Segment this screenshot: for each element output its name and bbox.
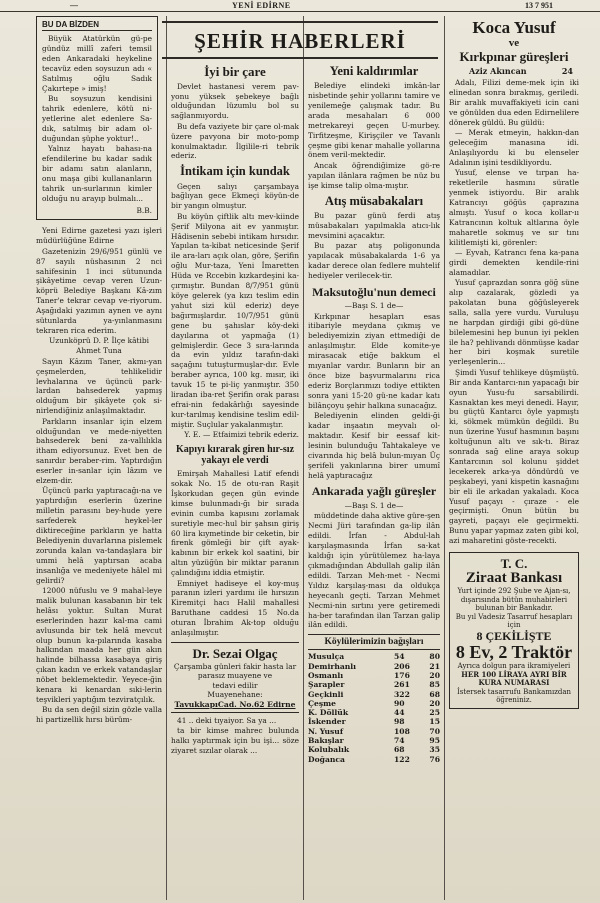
donation-village: Osmanlı: [308, 670, 344, 680]
donation-kurus: 35: [429, 745, 440, 755]
column-rule: [303, 16, 304, 900]
paragraph: Şimdi Yusuf tehlikeye düşmüştü. Bir anda Kantarcı-nın yapacağı bir oyun Yusu-fu sarsabilirdi. Kasnaktan kes meyi denedi. Hayır, bu güçtü Kantarcı öyle yapmıştı ki, sökmek mümkün değildi. Bu nun üzerine Yusuf hasmının başını koltuğunun altı ve sık-tı. Biraz sonrada sağ eline araya sokup Kantarcının sol kolunu şiddet lecekerek arka-ya döndürdü ve peşkabeyi, yani kispetin kasnağını bir eli ile arkadan yakaladı. Koca Yusuf paçayı - çıraze - ele geçirmişti. Onun bütün bu gayreti, paçayı ele geçirmekti. Bunu yapar yapmaz zaten gibi kol, azi maharetini göste-recekti.: [449, 367, 579, 546]
donation-lira: 98: [394, 717, 405, 727]
bank-draws: 8 ÇEKİLİŞTE: [476, 629, 552, 644]
column-4: [449, 18, 579, 900]
masthead-date: 13 7 951: [525, 1, 553, 10]
masthead-paper-name: YENİ EDİRNE: [232, 1, 291, 10]
article-koca-yusuf: [449, 78, 579, 546]
donation-village: Kolubalık: [308, 745, 350, 755]
donation-village: Demirhanlı: [308, 661, 357, 671]
paragraph: Belediye elindeki imkân-lar nisbetinde şehir yollarını tamire ve yenilemeğe çalışmak tadır. Bu arada mesahaları 6 000 metrekareyi geçen U-murbey. Tirfitzeşme, Kirişçiler ve Tavanlı çeşme gibi kenar mahalle yollarına önem veril-mektedir.: [308, 81, 440, 160]
donation-village: Şarapler: [308, 680, 345, 690]
letter-body: [36, 226, 162, 725]
donation-village: İskender: [308, 717, 346, 727]
doctor-advertisement: [171, 642, 299, 713]
bank-text: Ayrıca dolgun para ikramiyeleri: [457, 662, 571, 671]
donation-row: [308, 652, 440, 661]
donation-row: [308, 680, 440, 689]
paragraph: —Başı S. 1 de—: [344, 501, 404, 511]
donation-lira: 122: [394, 754, 410, 764]
headline-ankarada: Ankarada yağlı güreşler: [311, 484, 437, 499]
paragraph: Bu defa vaziyete bir çare ol-mak üzere pavyona bir moto-pomp konulmaktadır. İlgilile-ri tebrik ederiz.: [171, 121, 299, 161]
donation-kurus: 20: [429, 698, 440, 708]
author-name: Aziz Akıncan: [469, 66, 527, 76]
donation-village: Doğanca: [308, 754, 345, 764]
donation-village: Bakışlar: [308, 736, 344, 746]
bank-text: İstersek tasarrufu Bankamızdan öğreniniz.: [456, 687, 572, 705]
masthead-mark: —: [70, 1, 78, 10]
donation-lira: 176: [394, 670, 410, 680]
donation-kurus: 95: [429, 736, 440, 746]
donation-village: K. Döllük: [308, 708, 349, 718]
paragraph: Emirşah Mahallesi Latif efendi sokak No. 15 de otu-ran Raşit İşkorkudan geçen gün evinde kimse bulunmadı-ğı bir sırada evinin cumba kapısını zorlamak suretiyle mec-hul bir şahsın giriş 60 lira kıymetinde bir ceketin, bir firenk gömleği bir çift ayak-kabının bir erkek kol saatini, bir altın yüzüğün bir miktar paranın çalındığını iddia etmiştir.: [171, 469, 299, 578]
donation-kurus: 68: [429, 689, 440, 699]
paragraph: — Eyvah, Katrancı fena ka-pana girdi demekten kendile-rini alamadılar.: [449, 247, 579, 277]
donation-amount: [394, 708, 440, 717]
masthead: [0, 0, 600, 12]
paragraph: Büyük Atatürkün gü-pe gündüz millî zaferi temsil eden Ankaradaki heykeline tecavüz eden soysuzun adı « Satılmış oğlu Sadık Çakırtepe » imiş!: [42, 34, 152, 93]
donation-lira: 44: [394, 708, 405, 718]
donation-village: Geçkinli: [308, 689, 344, 699]
headline-intikam: İntikam için kundak: [180, 164, 290, 179]
koca-yusuf-title: Koca Yusuf: [472, 18, 556, 37]
paragraph: Belediyenin elinden geldi-ği kadar inşaatın meyvalı ol-maktadır. Kesif bir eessaf kit-lesinin bulunduğu Tahtakaleye ve civarında hiç belâ bulun-mıyan Üç şerifeli yakınlarına birer umumî helâ yaptıracağız: [308, 411, 440, 480]
donations-list: [308, 652, 440, 764]
donation-amount: [394, 680, 440, 689]
bank-prizes: 8 Ev, 2 Traktör: [455, 642, 573, 663]
donation-row: [308, 708, 440, 717]
koca-yusuf-subtitle: Kırkpınar güreşleri: [459, 49, 569, 64]
donation-lira: 322: [394, 689, 410, 699]
koca-yusuf-title-ve: ve: [508, 37, 520, 49]
doctor-line: Muayenehane:: [207, 690, 263, 700]
article-hirsiz: [171, 469, 299, 638]
donation-amount: [394, 727, 440, 736]
headline-iyi-bir-care: İyi bir çare: [204, 64, 266, 79]
column-1: [36, 16, 162, 900]
paragraph: Adalı, Filizi deme-mek için iki elinedan sonra bırakmış, geriledi. Bir aralık muvaffakiyeti icin cani ve gönülden dua eden Edirnelilere dönerek güldü. Bu güldü:: [449, 78, 579, 127]
installment-number: 24: [561, 66, 573, 76]
section-banner: [162, 21, 438, 59]
article-signature: Y. E. — Etfaimizi tebrik ederiz.: [184, 430, 299, 440]
paragraph: — Merak etmeyin, hakkın-dan geleceğim manasına idi. Anlaşılıyordu ki bu elenseler Adalının işini tesdikliyordu.: [449, 128, 579, 167]
headline-hirsiz: Kapıyı kırarak giren hır-sız yakayı ele verdi: [175, 444, 295, 466]
donation-lira: 206: [394, 661, 410, 671]
paragraph: Bu da sen değil sizin gözle valla hi partizellik hırsı bürüm-: [36, 705, 162, 725]
donation-kurus: 21: [429, 661, 440, 671]
donation-amount: [394, 690, 440, 699]
donation-kurus: 85: [429, 680, 440, 690]
doctor-line: tedavi edilir: [212, 680, 258, 690]
donation-row: [308, 690, 440, 699]
ziraat-bankasi-advertisement: [449, 552, 579, 709]
bu-da-bizden-signature: B.B.: [136, 206, 152, 216]
bank-text: HER 100 LİRAYA AYRI BİR KURA NUMARASI: [461, 669, 567, 688]
article-ankarada: [308, 501, 440, 630]
doctor-address: TavukkapıCad. No.62 Edirne: [174, 699, 296, 709]
article-atis: [308, 211, 440, 281]
bu-da-bizden-body: [42, 34, 152, 203]
donations-title: Köylülerimizin bağışları: [308, 634, 440, 650]
donation-lira: 54: [394, 652, 405, 662]
paragraph: Kırkpınar hesapları esas itibariyle meydana çıkmış ve belediyemizin ziyan ettmediği de anlaşılmıştır. Elde komite-ye mirasacak etiğe bakkum el mıyanlar vardır. Bunların bir an önce bize başvurmalarını rica ederiz Borçlarımızı todiye ettikten sonra yani 15-20 gü-ne kadar katı bilânçoyu şehir halkına sunacağız.: [308, 311, 440, 410]
article-kaldirimlar: [308, 81, 440, 190]
donation-row: [308, 745, 440, 754]
donation-amount: [394, 652, 440, 661]
headline-maksutoglu: Maksutoğlu'nun demeci: [312, 284, 436, 299]
headline-atis: Atış müsabakaları: [324, 193, 424, 208]
paragraph: Devlet hastanesi verem pav-yonu yüksek şebekeye bağlı olduğundan lüzumlu bol su sağlanmıyordu.: [171, 81, 299, 121]
doctor-line: Çarşamba günleri fakir hasta lar parasız muayene ve: [173, 661, 297, 681]
donation-kurus: 76: [429, 754, 440, 764]
donation-row: [308, 671, 440, 680]
paragraph: Üçüncü parkı yaptıracağı-na ve yaptırdığın eserlerin üzerine milletin parasını bey-hude yere sarfederek heykel-ler diktireceğine parkların ye hatta Belediyenin duvarlarına pislemek zorunda kalan va-tandaşlara bir ummi helâ yaptırsan acaba insanlığa ve medeniyete hâlel mi gelirdi?: [36, 486, 162, 585]
donation-lira: 108: [394, 726, 410, 736]
article-maksutoglu: [308, 301, 440, 480]
donation-village: Musulça: [308, 652, 345, 662]
donation-amount: [394, 671, 440, 680]
donation-row: [308, 727, 440, 736]
donation-kurus: 70: [429, 726, 440, 736]
donation-amount: [394, 699, 440, 708]
paragraph: Ancak öğrendiğimize gö-re yapılan ilânlara rağmen be nüz bu işe kimse talip olma-mıştır.: [308, 160, 440, 190]
donation-amount: [394, 755, 440, 764]
bank-text: Yurt içinde 292 Şube ve Ajan-sı, dışarısında bütün muhabirleri bulunan bir Bankadır.: [457, 587, 571, 613]
paragraph: Bu soysuzun kendisini tahrik edenlere, kötü ni-yetlerine alet edenlere Sa-dık, satılmış bir adam ol-duğundan şüphe yoktur!..: [42, 93, 152, 143]
donation-lira: 261: [394, 680, 410, 690]
donation-row: [308, 699, 440, 708]
donation-amount: [394, 736, 440, 745]
column-rule: [444, 16, 445, 900]
column-rule: [166, 16, 167, 900]
donation-amount: [394, 717, 440, 726]
section-title: ŞEHİR HABERLERİ: [194, 29, 406, 53]
paragraph: —Başı S. 1 de—: [344, 301, 404, 311]
paragraph: Gazetenizin 29/6/951 günlü ve 87 sayılı nüshasının 2 nci sahifesinin 1 inci sütununda şikâyetime cevap veren Uzun-köprü Belediye Başkanı Kâ-zım Taner'e tekrar cevap ve-riyorum. Aşağıdaki yazımın aynen ve aynı sütunlarda ya-yınlanmasını tekraren rica ederim.: [36, 246, 162, 335]
donation-lira: 90: [394, 698, 405, 708]
paragraph: Parkların insanlar için elzem olduğundan ve mede-niyetten bahsederek beni za-vallılıkla itham ediyorsunuz. Evet ben de sanırdır beraber-rim. Yaptırdığın eserler in-sanlar için lâzım ve elzem-dir.: [36, 416, 162, 486]
donation-lira: 74: [394, 736, 405, 746]
bu-da-bizden-box: [36, 16, 158, 220]
paragraph: Bu pazar günü ferdi atış müsabakaları yapılmakla atıcı-lık mevsimini açacaktır.: [308, 210, 440, 240]
donation-village: Çeşme: [308, 698, 337, 708]
paragraph: 41 .. deki tıyaiyor. Sa ya ...: [177, 715, 277, 725]
paragraph: Uzunköprü D. P. İlçe kâtibi Ahmet Tuna: [49, 336, 149, 356]
paragraph: Bu pazar atış poligonunda yapılacak müsabakalarda 1-6 ya kadar derece olan fedlere muhtelif hediyeler verilecek-tir.: [308, 240, 440, 280]
paragraph: Bu köyün çiftlik altı mev-kiinde Şerif Milyona ait ev yanmıştır. Hâdisenin sebebi intikam hırsıdır. Yapılan ta-kibat neticesinde Şerif ile ara-ları açık olan, göre, Şerifin oğlu Mur-taza, Yeni İmaretten Hüda ve Rccebin kızkardeşini ka-çırmıştır. Bundan 8/7/951 günü köye gelerek (ya kızı teslim edin yahut sizi kül ederiz) deye bağırmışlardır. 10/7/951 günü gene bu şahıslar köy-deki dayılarına ot yapmağa (1) gelmişlerdir. Gece 3 sıra-larında da evin yıldız tarafın-daki saçağını tutuşturmuşlar-dır. Evle beraber ayrıca, 100 kg. mısır, iki tavuk 15 te pi-liç yanmıştır. 350 liradan iba-ret Şerifin orak parası efrai-nin fedakârlığı sayesinde kur-tarılmış kendisine teslim edil-miştir. Suçlular yakalanmıştır.: [171, 211, 299, 429]
doctor-name: Dr. Sezai Olgaç: [192, 645, 278, 661]
paragraph: Emniyet hadiseye el koy-muş paranın izleri yardımı ile hırsızın Kiremitçi hacı Halil mahallesi Baruthane caddesi 15 No.da oturan İbrahim Ak-top olduğu anlaşılmıştır.: [171, 578, 299, 638]
donation-kurus: 25: [429, 708, 440, 718]
paragraph: Yusuf çaprazdan sonra göğ süne alıp cazalarak, gözledi ya pakolatan buna göğüsleyerek salla, salla yere vurdu. Vuruluşu ne harpdan girdiği gibi gö-düne bilelemesini hep bunun iyi peklen ile ha? pehlivandı dönmüşse kadar her biri koşmak suretile yerleşenlerin...: [449, 278, 579, 367]
paragraph: müddetinde daha aktive güre-şen Necmi Jüri tarafından ga-lip ilân edildi. İrfan - Abdul-lah karşılaşmasında İrfan sa-kat kaldığı için yürütülemez ha-laya çıkmadığından Abdullah galip ilân edildi. Tarzan Meh-met - Necmi Yıldız karşılaş-ması da oldukça heyecanlı geçti. Tarzan Mehmet Necmi-nin sırtını yere getiremedi ha-ber tarafından ilan Tarzan galip ilân edildi.: [308, 511, 440, 630]
donation-row: [308, 736, 440, 745]
donation-kurus: 20: [429, 670, 440, 680]
author-line: [449, 66, 579, 76]
bank-tc: T. C.: [500, 556, 528, 572]
donation-row: [308, 662, 440, 671]
donation-amount: [394, 662, 440, 671]
bu-da-bizden-title: BU DA BİZDEN: [42, 20, 152, 31]
paragraph: Yalnız hayatı bahası-na efendilerine bu kadar sadık bir adamı satın alanların, onu maşa gibi kullananların tahrik un-surlarının kimler olduğu nu arayıp bulmalı...: [42, 143, 152, 203]
donation-amount: [394, 745, 440, 754]
headline-kaldirimlar: Yeni kaldırımlar: [329, 64, 419, 78]
donation-kurus: 80: [429, 652, 440, 662]
donation-row: [308, 755, 440, 764]
article-intikam: [171, 182, 299, 441]
donation-lira: 68: [394, 745, 405, 755]
bank-name: Ziraat Bankası: [465, 570, 563, 587]
article-fragment: [171, 716, 299, 756]
column-3: [308, 64, 440, 900]
bank-text: Bu yıl Vadesiz Tasarruf hesapları için: [455, 612, 573, 630]
column-2: [171, 64, 299, 900]
paragraph: Yusuf, elense ve tırpan ha-reketlerile hasmını süratle yenmek istiyordu. Bir aralık Katrancıyı göğüs çaprazına almıştı. Yusuf o koca kollar-ıı Katrancının koltuk altlarına öyle maharetle sokmuş ve sır tını kilitlemişti ki, görenler:: [449, 168, 579, 247]
paragraph: Sayın Kâzım Taner, akmı-yan çeşmelerden, tehlikelidir levhalarına ve üçüncü park-lardan bahsederek yapmış olduğum bir şikâyete çok si-nirlendiğiniz anlaşılmaktadır.: [36, 356, 162, 416]
paragraph: ta bir kimse mahrec bulunda halkı yaptırmak için bu işi... söze ziyaret sızılar olarak ...: [171, 726, 299, 755]
paragraph: Yeni Edirne gazetesi yazı işleri müdürlüğüne Edirne: [36, 226, 162, 246]
donation-kurus: 15: [429, 717, 440, 727]
paragraph: 12000 nüfuslu ve 9 mahal-leye malik bulunan kasabanın bir tek helâsı yoktur. Sultan Murat eserlerinden hazır kal-ma cami avlusunda bir tek helâ mevcut olup bunun ka-pılarında kasaba halkından maada her gün akın halinde bilhassa kasabaya giriş çıkan kadın ve erkek vatandaşlar nöbet beklemektedir. Yeyece-ğin kenara ki kenardan sıki-lerin teşvikleri yaptığım tezviratçılık.: [36, 586, 162, 704]
paragraph: Geçen salıyı çarşambaya bağlıyan gece Ekmeçi köyün-de bir yangın olmuştur.: [171, 181, 299, 211]
donation-row: [308, 717, 440, 726]
article-iyi-bir-care: [171, 82, 299, 162]
donation-village: N. Yusuf: [308, 726, 344, 736]
